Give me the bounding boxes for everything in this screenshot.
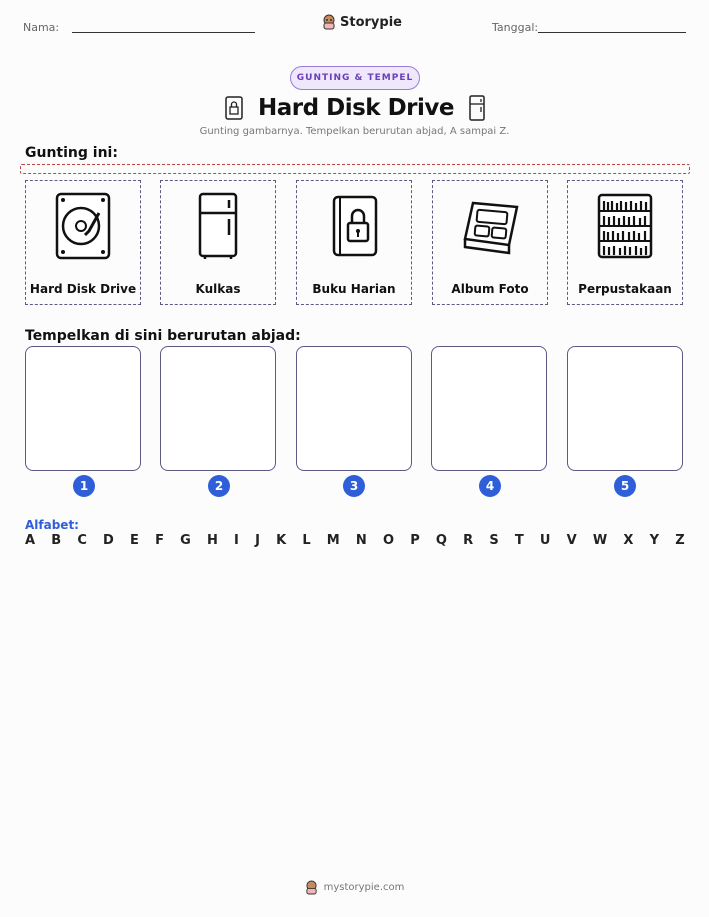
- alphabet-title: Alfabet:: [25, 518, 79, 532]
- slot-number-1: 1: [73, 475, 95, 497]
- diary-lock-icon: [322, 191, 386, 261]
- cut-card-perpustakaan[interactable]: [567, 180, 683, 305]
- paste-box-2[interactable]: [160, 346, 276, 471]
- diary-lock-icon: [224, 95, 244, 121]
- cut-guide-line: [20, 164, 690, 174]
- card-label: Buku Harian: [312, 282, 396, 296]
- slot-number-5: 5: [614, 475, 636, 497]
- alphabet-letter: F: [155, 533, 164, 548]
- alphabet-letter: N: [355, 533, 367, 548]
- footer-site[interactable]: mystorypie.com: [323, 882, 405, 893]
- storypie-mascot-icon: [305, 880, 318, 895]
- paste-box-3[interactable]: [296, 346, 412, 471]
- paste-box-5[interactable]: [567, 346, 683, 471]
- alphabet-letter: Y: [649, 533, 660, 548]
- alphabet-letter: V: [566, 533, 577, 548]
- cut-card-kulkas[interactable]: [160, 180, 276, 305]
- cut-card-album-foto[interactable]: [432, 180, 548, 305]
- alphabet-letter: B: [51, 533, 62, 548]
- paste-box-1[interactable]: [25, 346, 141, 471]
- alphabet-row: [25, 533, 685, 548]
- brand-name: Storypie: [340, 14, 402, 30]
- cut-heading: Gunting ini:: [25, 145, 118, 161]
- alphabet-letter: J: [255, 533, 260, 548]
- alphabet-letter: X: [623, 533, 634, 548]
- title-text: Hard Disk Drive: [258, 95, 454, 121]
- hard-disk-icon: [51, 191, 115, 261]
- brand-logo: [322, 14, 402, 30]
- fridge-icon: [468, 95, 486, 121]
- card-label: Hard Disk Drive: [29, 282, 137, 296]
- alphabet-letter: A: [25, 533, 36, 548]
- alphabet-letter: I: [234, 533, 239, 548]
- footer: [0, 880, 709, 895]
- date-line[interactable]: [538, 32, 686, 33]
- card-label: Album Foto: [451, 282, 529, 296]
- alphabet-letter: W: [592, 533, 608, 548]
- paste-box-4[interactable]: [431, 346, 547, 471]
- paste-heading: Tempelkan di sini berurutan abjad:: [25, 328, 301, 344]
- alphabet-letter: R: [463, 533, 474, 548]
- alphabet-letter: H: [206, 533, 218, 548]
- date-label: Tanggal:: [492, 21, 539, 34]
- alphabet-letter: L: [302, 533, 311, 548]
- instructions: Gunting gambarnya. Tempelkan berurutan abjad, A sampai Z.: [199, 126, 510, 137]
- card-label: Kulkas: [195, 282, 241, 296]
- name-line[interactable]: [72, 32, 255, 33]
- alphabet-letter: E: [130, 533, 139, 548]
- alphabet-letter: C: [77, 533, 87, 548]
- alphabet-letter: T: [514, 533, 524, 548]
- bookshelf-icon: [593, 191, 657, 261]
- slot-number-4: 4: [479, 475, 501, 497]
- cut-card-hard-disk[interactable]: [25, 180, 141, 305]
- alphabet-letter: Z: [675, 533, 685, 548]
- storypie-mascot-icon: [322, 14, 336, 30]
- name-label: Nama:: [23, 21, 60, 34]
- fridge-icon: [191, 191, 245, 261]
- alphabet-letter: D: [103, 533, 114, 548]
- card-label: Perpustakaan: [578, 282, 672, 296]
- slot-number-2: 2: [208, 475, 230, 497]
- photo-album-icon: [455, 191, 525, 261]
- alphabet-letter: O: [382, 533, 395, 548]
- alphabet-letter: M: [326, 533, 340, 548]
- alphabet-letter: S: [489, 533, 499, 548]
- cut-card-buku-harian[interactable]: [296, 180, 412, 305]
- alphabet-letter: Q: [435, 533, 447, 548]
- alphabet-letter: U: [539, 533, 551, 548]
- page-title: [220, 92, 490, 124]
- alphabet-letter: G: [180, 533, 191, 548]
- alphabet-letter: K: [276, 533, 287, 548]
- activity-badge: GUNTING & TEMPEL: [290, 66, 420, 90]
- slot-number-3: 3: [343, 475, 365, 497]
- alphabet-letter: P: [410, 533, 420, 548]
